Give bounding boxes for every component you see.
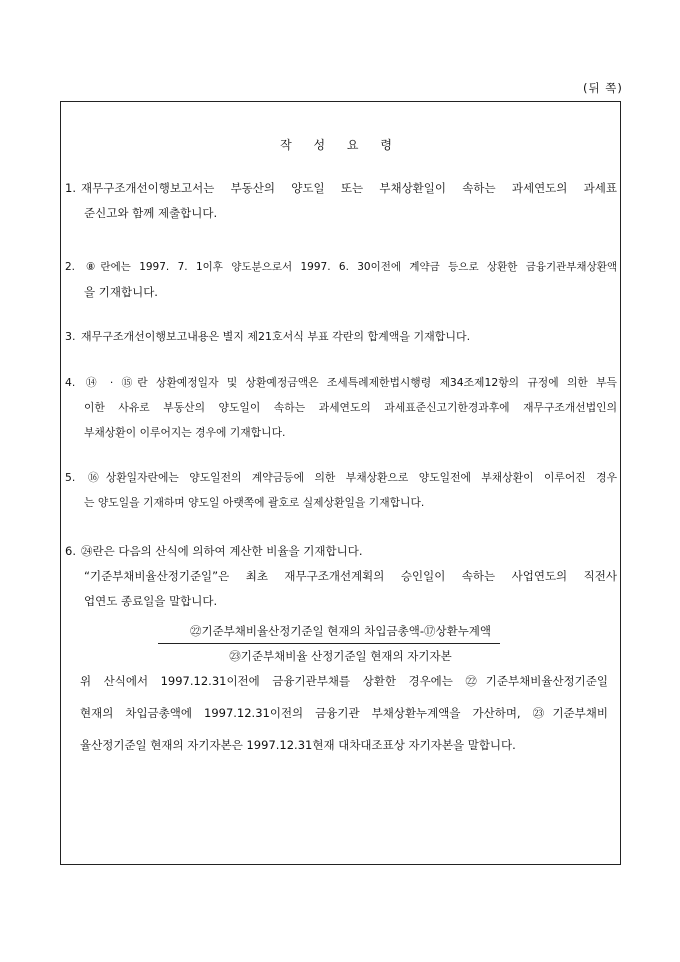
instruction-item-2 (65, 255, 617, 305)
formula-numerator: ㉒기준부채비율산정기준일 현재의 차입금총액-⑰상환누계액 (189, 624, 492, 638)
explanation-line: 위 산식에서 1997.12.31이전에 금융기관부채를 상환한 경우에는 ㉒기준부채비율산정기준일 (80, 674, 608, 688)
item-number: 3. (65, 330, 76, 343)
item-number: 6. (65, 544, 76, 558)
page-side-label: (뒤 쪽) (583, 81, 623, 95)
item-text: 부채상환이 이루어지는 경우에 기재합니다. (84, 426, 286, 439)
explanation-line: 현재의 차입금총액에 1997.12.31이전의 금융기관 부채상환누계액을 가산하며, ㉓기준부채비 (80, 706, 608, 720)
item-text: ⑭ · ⑮란 상환예정일자 및 상환예정금액은 조세특례제한법시행령 제34조제12항의 규정에 의한 부득 (81, 376, 617, 389)
instruction-item-5 (65, 465, 617, 515)
instruction-item-6 (65, 539, 617, 614)
item-text: 는 양도일을 기재하며 양도일 아랫쪽에 괄호로 실제상환일을 기재합니다. (84, 496, 425, 509)
item-number: 4. (65, 376, 76, 389)
formula-fraction-line (158, 643, 500, 644)
item-text: 재무구조개선이행보고내용은 별지 제21호서식 부표 각란의 합계액을 기재합니다. (81, 330, 471, 343)
formula-denominator: ㉓기준부채비율 산정기준일 현재의 자기자본 (229, 649, 452, 663)
instruction-item-4 (65, 370, 617, 445)
item-text: 준신고와 함께 제출합니다. (84, 206, 218, 220)
instruction-item-3 (65, 324, 617, 349)
item-text: ⑧란에는 1997. 7. 1이후 양도분으로서 1997. 6. 30이전에 계약금 등으로 상환한 금융기관부채상환액 (81, 261, 617, 273)
item-text: 이한 사유로 부동산의 양도일이 속하는 과세연도의 과세표준신고기한경과후에 재무구조개선법인의 (84, 401, 617, 414)
item-text: 재무구조개선이행보고서는 부동산의 양도일 또는 부채상환일이 속하는 과세연도의 과세표 (81, 181, 617, 195)
explanation-line: 율산정기준일 현재의 자기자본은 1997.12.31현재 대차대조표상 자기자본을 말합니다. (80, 738, 516, 752)
item-number: 5. (65, 471, 76, 484)
formula-explanation (80, 669, 608, 758)
item-text: 을 기재합니다. (84, 285, 158, 299)
item-text: ⑯상환일자란에는 양도일전의 계약금등에 의한 부채상환으로 양도일전에 부채상환이 이루어진 경우 (81, 471, 617, 484)
item-text: 업연도 종료일을 말합니다. (84, 594, 218, 608)
instruction-item-1 (65, 176, 617, 226)
document-title: 작 성 요 령 (280, 138, 401, 152)
item-text: ㉔란은 다음의 산식에 의하여 계산한 비율을 기재합니다. (81, 544, 363, 558)
item-text: “기준부채비율산정기준일”은 최초 재무구조개선계획의 승인일이 속하는 사업연도의 직전사 (84, 569, 617, 583)
item-number: 1. (65, 181, 76, 195)
item-number: 2. (65, 261, 76, 273)
